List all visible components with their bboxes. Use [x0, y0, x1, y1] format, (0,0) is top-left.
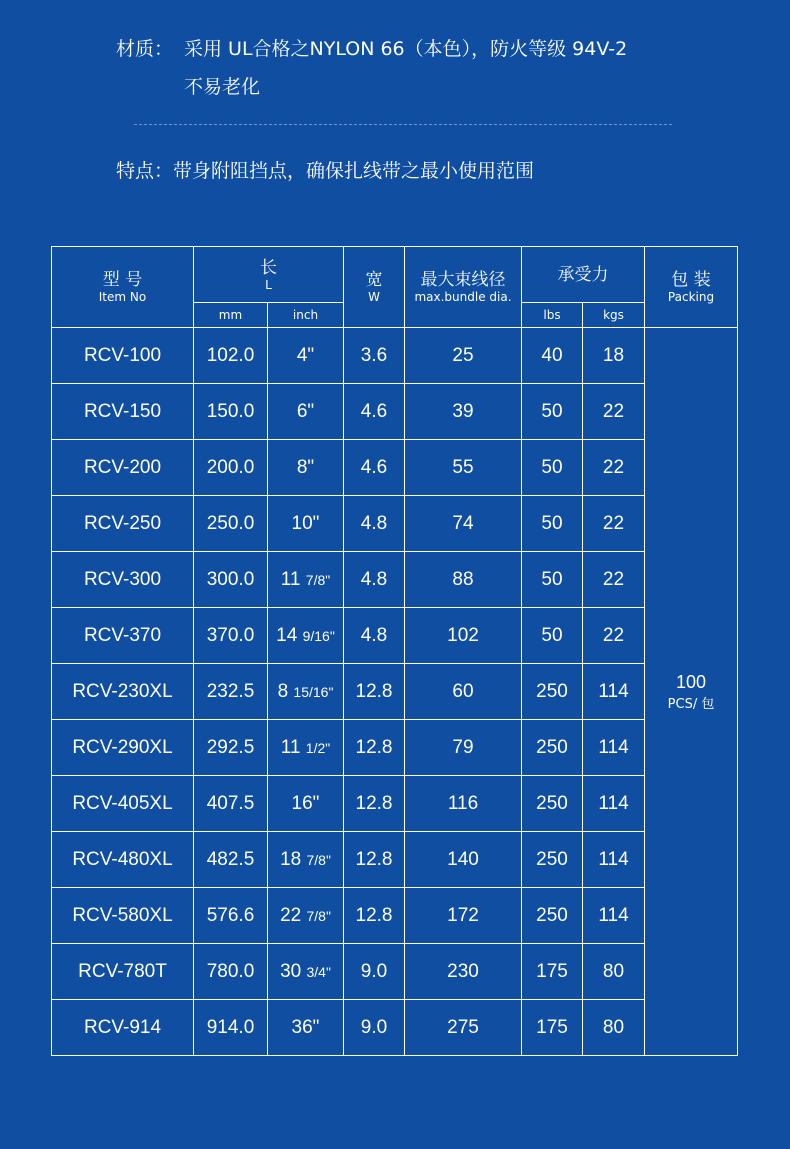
inch-whole: 30	[280, 960, 302, 982]
material-line1: 采用 UL合格之NYLON 66（本色），防火等级 94V-2	[184, 38, 628, 60]
cell-bundle: 140	[405, 832, 522, 888]
cell-kgs: 22	[583, 496, 645, 552]
cell-model: RCV-230XL	[52, 664, 194, 720]
table-row	[52, 888, 738, 944]
cell-bundle: 39	[405, 384, 522, 440]
cell-lbs: 250	[522, 888, 583, 944]
cell-model: RCV-370	[52, 608, 194, 664]
cell-lbs: 50	[522, 440, 583, 496]
cell-mm: 780.0	[194, 944, 268, 1000]
cell-inch	[268, 552, 344, 608]
inch-whole: 16"	[291, 792, 320, 814]
header-packing: 包 装 Packing	[645, 247, 738, 328]
table-row	[52, 496, 738, 552]
cell-mm: 576.6	[194, 888, 268, 944]
inch-whole: 8"	[296, 456, 315, 478]
cell-width: 4.8	[344, 496, 405, 552]
header-tensile: 承受力	[522, 247, 645, 303]
cell-bundle: 116	[405, 776, 522, 832]
header-model: 型 号 Item No	[52, 247, 194, 328]
cell-bundle: 79	[405, 720, 522, 776]
cell-inch	[268, 608, 344, 664]
cell-width: 9.0	[344, 1000, 405, 1056]
inch-whole: 14	[276, 624, 298, 646]
cell-lbs: 40	[522, 328, 583, 384]
cell-bundle: 60	[405, 664, 522, 720]
features-text: 特点：带身附阻挡点，确保扎线带之最小使用范围	[116, 160, 535, 182]
cell-mm: 482.5	[194, 832, 268, 888]
cell-inch	[268, 1000, 344, 1056]
cell-lbs: 250	[522, 776, 583, 832]
cell-mm: 250.0	[194, 496, 268, 552]
cell-inch	[268, 496, 344, 552]
table-row	[52, 328, 738, 384]
cell-inch	[268, 776, 344, 832]
header-lbs: lbs	[522, 303, 583, 328]
inch-fraction: 15/16"	[293, 683, 334, 700]
material-label: 材质：	[116, 38, 174, 60]
inch-whole: 36"	[291, 1016, 320, 1038]
cell-mm: 300.0	[194, 552, 268, 608]
table-row	[52, 664, 738, 720]
cell-width: 4.8	[344, 608, 405, 664]
cell-width: 9.0	[344, 944, 405, 1000]
cell-inch	[268, 720, 344, 776]
header-mm: mm	[194, 303, 268, 328]
cell-inch	[268, 664, 344, 720]
cell-kgs: 114	[583, 720, 645, 776]
inch-whole: 6"	[296, 400, 315, 422]
dashed-divider	[134, 124, 672, 125]
cell-bundle: 74	[405, 496, 522, 552]
cell-width: 12.8	[344, 888, 405, 944]
header-length: 长 L	[194, 247, 344, 303]
cell-lbs: 50	[522, 496, 583, 552]
header-width: 宽 W	[344, 247, 405, 328]
cell-width: 4.8	[344, 552, 405, 608]
inch-fraction: 9/16"	[302, 627, 335, 644]
inch-whole: 10"	[291, 512, 320, 534]
inch-whole: 8	[277, 680, 289, 702]
cell-lbs: 50	[522, 384, 583, 440]
table-row	[52, 384, 738, 440]
cell-width: 12.8	[344, 664, 405, 720]
cell-model: RCV-580XL	[52, 888, 194, 944]
cell-bundle: 172	[405, 888, 522, 944]
cell-width: 4.6	[344, 440, 405, 496]
cell-kgs: 18	[583, 328, 645, 384]
table-body	[52, 328, 738, 1056]
cell-inch	[268, 328, 344, 384]
table-row	[52, 1000, 738, 1056]
inch-whole: 22	[280, 904, 302, 926]
material-line2: 不易老化	[184, 76, 261, 98]
cell-lbs: 250	[522, 664, 583, 720]
cell-inch	[268, 832, 344, 888]
inch-whole: 11	[280, 736, 301, 758]
cell-width: 4.6	[344, 384, 405, 440]
table-row	[52, 944, 738, 1000]
cell-lbs: 50	[522, 608, 583, 664]
table-row	[52, 720, 738, 776]
cell-inch	[268, 944, 344, 1000]
cell-model: RCV-100	[52, 328, 194, 384]
cell-kgs: 114	[583, 664, 645, 720]
inch-fraction: 7/8"	[306, 907, 331, 924]
cell-lbs: 175	[522, 944, 583, 1000]
cell-width: 3.6	[344, 328, 405, 384]
packing-qty: 100	[675, 671, 707, 692]
cell-width: 12.8	[344, 832, 405, 888]
cell-kgs: 22	[583, 608, 645, 664]
cell-model: RCV-150	[52, 384, 194, 440]
inch-whole: 11	[280, 568, 301, 590]
cell-bundle: 25	[405, 328, 522, 384]
cell-model: RCV-290XL	[52, 720, 194, 776]
table-row	[52, 832, 738, 888]
cell-lbs: 250	[522, 720, 583, 776]
cell-lbs: 250	[522, 832, 583, 888]
cell-mm: 102.0	[194, 328, 268, 384]
inch-fraction: 3/4"	[306, 963, 331, 980]
cell-kgs: 114	[583, 832, 645, 888]
cell-mm: 914.0	[194, 1000, 268, 1056]
cell-bundle: 55	[405, 440, 522, 496]
cell-width: 12.8	[344, 776, 405, 832]
cell-bundle: 102	[405, 608, 522, 664]
cell-packing	[645, 328, 738, 1056]
inch-whole: 4"	[296, 344, 315, 366]
inch-whole: 18	[280, 848, 302, 870]
header-kgs: kgs	[583, 303, 645, 328]
cell-lbs: 175	[522, 1000, 583, 1056]
cell-mm: 150.0	[194, 384, 268, 440]
header-inch: inch	[268, 303, 344, 328]
cell-bundle: 230	[405, 944, 522, 1000]
cell-mm: 407.5	[194, 776, 268, 832]
cell-kgs: 114	[583, 776, 645, 832]
inch-fraction: 7/8"	[305, 571, 331, 588]
cell-model: RCV-405XL	[52, 776, 194, 832]
packing-unit: PCS/ 包	[667, 696, 715, 712]
table-row	[52, 440, 738, 496]
cell-model: RCV-480XL	[52, 832, 194, 888]
cell-lbs: 50	[522, 552, 583, 608]
cell-kgs: 22	[583, 384, 645, 440]
cell-model: RCV-300	[52, 552, 194, 608]
table-row	[52, 608, 738, 664]
cell-inch	[268, 888, 344, 944]
cell-bundle: 88	[405, 552, 522, 608]
cell-kgs: 80	[583, 1000, 645, 1056]
material-section	[116, 30, 756, 106]
cell-kgs: 114	[583, 888, 645, 944]
table-header	[52, 247, 738, 328]
cell-mm: 232.5	[194, 664, 268, 720]
cell-mm: 292.5	[194, 720, 268, 776]
table-row	[52, 552, 738, 608]
spec-table	[51, 246, 738, 1056]
cell-width: 12.8	[344, 720, 405, 776]
cell-inch	[268, 440, 344, 496]
table-row	[52, 776, 738, 832]
cell-mm: 200.0	[194, 440, 268, 496]
cell-bundle: 275	[405, 1000, 522, 1056]
cell-model: RCV-200	[52, 440, 194, 496]
inch-fraction: 7/8"	[306, 851, 331, 868]
cell-model: RCV-914	[52, 1000, 194, 1056]
cell-kgs: 80	[583, 944, 645, 1000]
cell-mm: 370.0	[194, 608, 268, 664]
cell-model: RCV-780T	[52, 944, 194, 1000]
cell-model: RCV-250	[52, 496, 194, 552]
cell-inch	[268, 384, 344, 440]
inch-fraction: 1/2"	[305, 739, 331, 756]
header-bundle: 最大束线径 max.bundle dia.	[405, 247, 522, 328]
cell-kgs: 22	[583, 440, 645, 496]
cell-kgs: 22	[583, 552, 645, 608]
